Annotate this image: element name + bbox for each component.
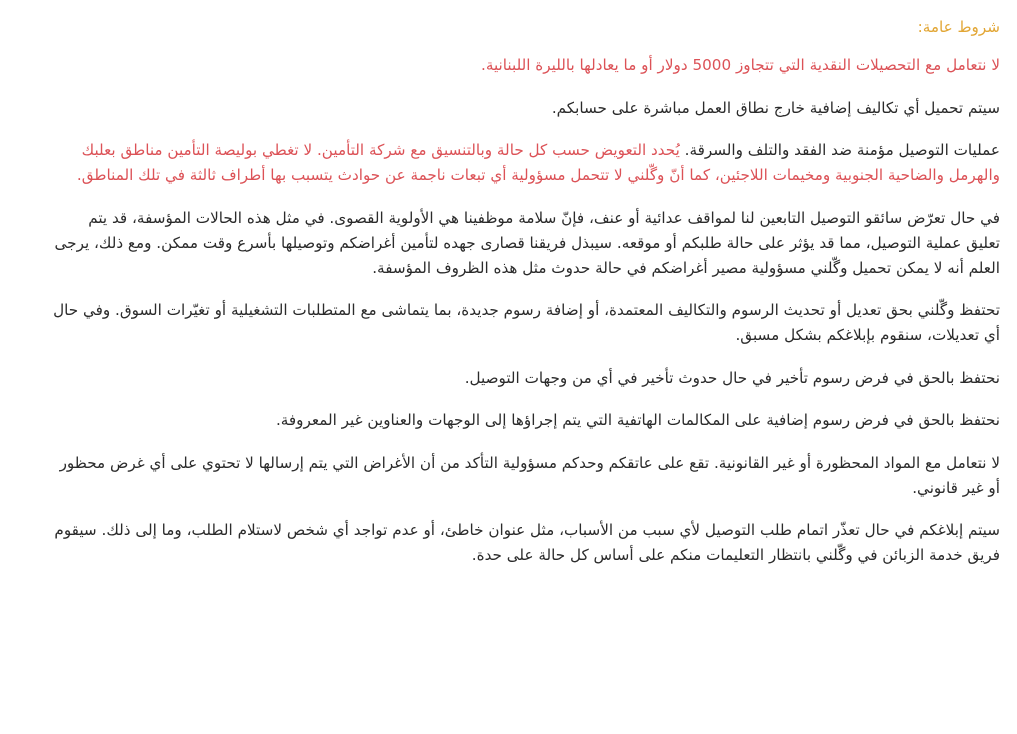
phone-call-fee-term: نحتفظ بالحق في فرض رسوم إضافية على المكالمات الهاتفية التي يتم إجراؤها إلى الوجهات والعناوين غير المعروفة.: [275, 411, 1000, 429]
delay-fee-term: نحتفظ بالحق في فرض رسوم تأخير في حال حدوث تأخير في أي من وجهات التوصيل.: [464, 368, 1000, 387]
insurance-term: [52, 138, 1000, 188]
extra-costs-term: سيتم تحميل أي تكاليف إضافية خارج نطاق العمل مباشرة على حسابكم.: [551, 98, 1000, 117]
fees-update-term: تحتفظ وگّلني بحق تعديل أو تحديث الرسوم والتكاليف المعتمدة، أو إضافة رسوم جديدة، بما يتماشى مع المتطلبات التشغيلية أو تغيّرات السوق. وفي حال أي تعديلات، سنقوم بإبلاغكم بشكل مسبق.: [53, 301, 1000, 344]
driver-safety-term: في حال تعرّض سائقو التوصيل التابعين لنا لمواقف عدائية أو عنف، فإنّ سلامة موظفينا هي الأولوية القصوى. في مثل هذه الحالات المؤسفة، قد يتم تعليق عملية التوصيل، مما قد يؤثر على حالة طلبكم أو موقعه. سيبذل فريقنا قصارى جهده لتأمين أغراضكم وتوصيلها بأسرع وقت ممكن. ومع ذلك، يرجى العلم أنه لا يمكن تحميل وگّلني مسؤولية مصير أغراضكم في حالة حدوث مثل هذه الظروف المؤسفة.: [54, 208, 1000, 277]
failed-delivery-term: سيتم إبلاغكم في حال تعذّر اتمام طلب التوصيل لأي سبب من الأسباب، مثل عنوان خاطئ، أو عدم تواجد أي شخص لاستلام الطلب، وما إلى ذلك. سيقوم فريق خدمة الزبائن في وگّلني بانتظار التعليمات منكم على أساس كل حالة على حدة.: [54, 521, 1000, 564]
terms-document: [52, 8, 1000, 586]
prohibited-items-term: لا نتعامل مع المواد المحظورة أو غير القانونية. تقع على عاتقكم وحدكم مسؤولية التأكد من أن الأغراض التي يتم إرسالها لا تحتوي على أي غرض محظور أو غير قانوني.: [59, 453, 1000, 497]
cash-collection-term: لا نتعامل مع التحصيلات النقدية التي تتجاوز 5000 دولار أو ما يعادلها بالليرة اللبنانية.: [481, 56, 1000, 74]
section-heading: شروط عامة:: [917, 18, 1000, 36]
insurance-exclusions-text: يُحدد التعويض حسب كل حالة وبالتنسيق مع شركة التأمين. لا تغطي بوليصة التأمين مناطق بعلبك والهرمل والضاحية الجنوبية ومخيمات اللاجئين، كما أنّ وگّلني لا تتحمل مسؤولية أي تبعات ناجمة عن حوادث يتسبب بها أطراف ثالثة في تلك المناطق.: [76, 141, 1000, 184]
insurance-coverage-text: عمليات التوصيل مؤمنة ضد الفقد والتلف والسرقة.: [684, 141, 1000, 159]
